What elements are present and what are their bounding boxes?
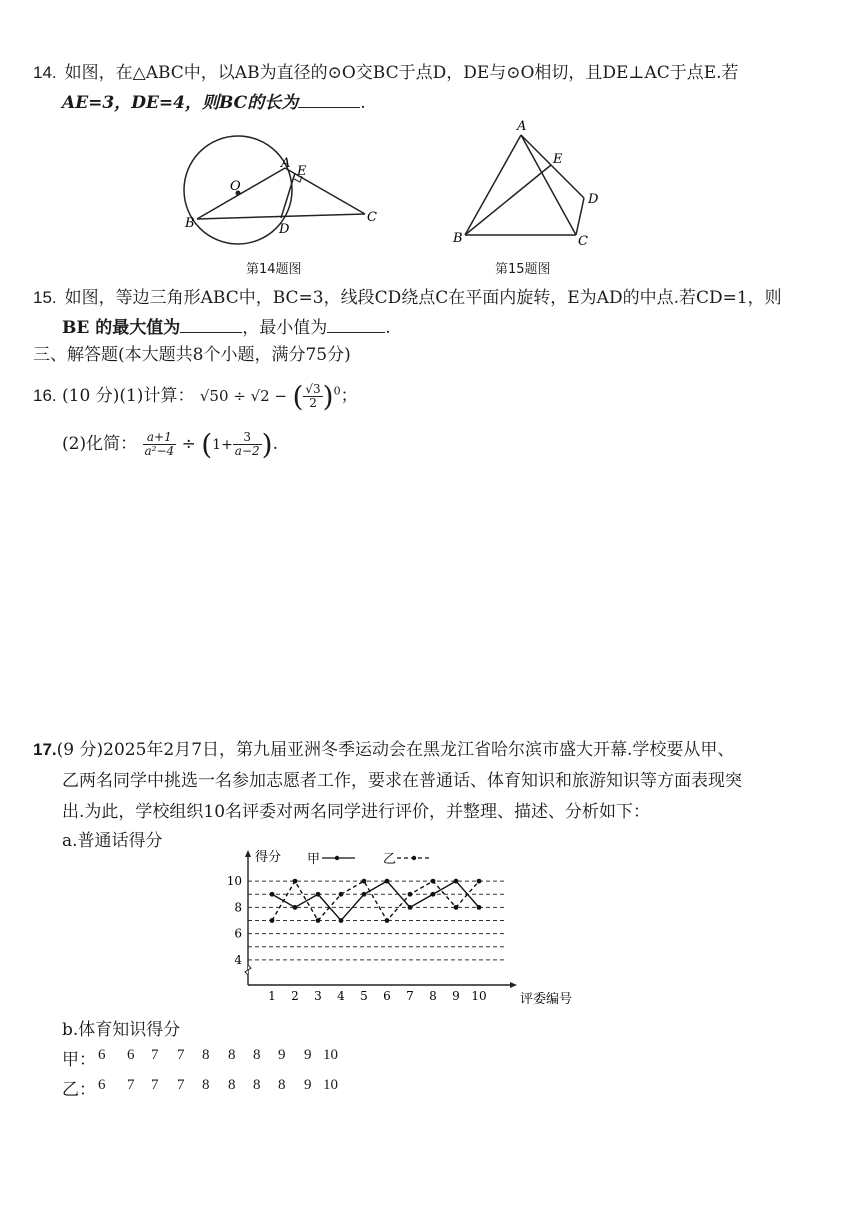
jia-score-8: 9 <box>278 1047 286 1063</box>
legend-label-jia: 甲 <box>307 852 321 867</box>
x-tick-label-9: 9 <box>452 989 460 1003</box>
legend-marker-yi <box>412 856 416 860</box>
x-axis-title: 评委编号 <box>520 992 573 1007</box>
yi-point-5 <box>362 879 367 884</box>
x-tick-label-4: 4 <box>337 989 345 1003</box>
jia-point-9 <box>454 879 459 884</box>
jia-score-5: 8 <box>202 1047 210 1063</box>
q14-label-o: O <box>230 179 241 194</box>
jia-point-2 <box>293 905 298 910</box>
x-tick-label-7: 7 <box>406 989 414 1003</box>
q15-min-blank[interactable] <box>327 318 385 333</box>
q14-answer-blank[interactable] <box>298 93 360 108</box>
x-axis-arrow <box>510 982 517 988</box>
legend-label-yi: 乙 <box>383 852 397 867</box>
q16-part1: 16. (10 分)(1)计算： √50 ÷ √2 − ( $\frac{√3}{2}$ )$^0$； <box>33 380 358 413</box>
q15-segment-cd <box>576 198 584 235</box>
q17-sub-b: b.体育知识得分 <box>62 1020 181 1040</box>
y-axis-break <box>245 965 251 975</box>
jia-point-3 <box>316 892 321 897</box>
q14-label-a: A <box>281 156 291 171</box>
q15-label-d: D <box>588 192 599 207</box>
jia-point-8 <box>431 892 436 897</box>
x-tick-label-1: 1 <box>268 989 276 1003</box>
y-axis-arrow <box>245 850 251 857</box>
jia-point-1 <box>270 892 275 897</box>
q17-yi-label: 乙： <box>62 1080 96 1100</box>
q15-label-c: C <box>578 234 588 249</box>
yi-point-4 <box>339 892 344 897</box>
q14-figure-caption: 第14题图 <box>246 262 302 277</box>
yi-point-1 <box>270 918 275 923</box>
q15-segment-be <box>465 165 551 235</box>
yi-point-2 <box>293 879 298 884</box>
q14-segment-ba <box>197 168 285 219</box>
jia-score-10: 10 <box>323 1047 338 1063</box>
q14-label-d: D <box>279 222 290 237</box>
mandarin-score-chart <box>225 848 573 1007</box>
x-tick-label-6: 6 <box>383 989 391 1003</box>
q14-line2: AE=3，DE=4，则BC的长为 . <box>62 93 366 113</box>
jia-score-2: 6 <box>127 1047 135 1063</box>
jia-score-4: 7 <box>177 1047 185 1063</box>
jia-point-4 <box>339 918 344 923</box>
yi-score-6: 8 <box>228 1077 236 1093</box>
jia-score-7: 8 <box>253 1047 261 1063</box>
q15-figure <box>448 115 608 250</box>
x-tick-label-3: 3 <box>314 989 322 1003</box>
yi-score-9: 9 <box>304 1077 312 1093</box>
yi-score-4: 7 <box>177 1077 185 1093</box>
y-tick-label-6: 6 <box>234 926 242 941</box>
q15-label-e: E <box>553 152 563 167</box>
q16-part2: (2)化简： $\frac{a+1}{\text{a²−4}}$ ÷ (1+ $\frac{3}{a-2}$ ). <box>62 428 278 461</box>
yi-point-6 <box>385 918 390 923</box>
jia-point-6 <box>385 879 390 884</box>
q15-max-blank[interactable] <box>180 318 242 333</box>
chart-ticks <box>227 850 572 1007</box>
yi-point-7 <box>408 892 413 897</box>
x-tick-label-10: 10 <box>471 989 487 1003</box>
yi-point-8 <box>431 879 436 884</box>
q14-figure <box>175 135 385 250</box>
section-3-heading: 三、解答题(本大题共8个小题，满分75分) <box>33 345 351 365</box>
q14-line1: 14. 如图，在△ABC中，以AB为直径的⊙O交BC于点D，DE与⊙O相切，且DE⊥AC于点E.若 <box>33 63 739 83</box>
jia-score-1: 6 <box>98 1047 106 1063</box>
jia-score-6: 8 <box>228 1047 236 1063</box>
q17-jia-label: 甲： <box>62 1050 96 1070</box>
yi-score-7: 8 <box>253 1077 261 1093</box>
yi-score-8: 8 <box>278 1077 286 1093</box>
yi-score-1: 6 <box>98 1077 106 1093</box>
yi-point-3 <box>316 918 321 923</box>
jia-score-3: 7 <box>151 1047 159 1063</box>
q15-line2: BE 的最大值为 ，最小值为 . <box>62 318 391 338</box>
jia-point-5 <box>362 892 367 897</box>
y-tick-label-8: 8 <box>234 900 242 915</box>
x-tick-label-8: 8 <box>429 989 437 1003</box>
yi-point-9 <box>454 905 459 910</box>
q15-label-a: A <box>517 119 527 134</box>
chart-series <box>270 879 482 923</box>
jia-score-9: 9 <box>304 1047 312 1063</box>
q14-label-e: E <box>297 164 307 179</box>
yi-score-2: 7 <box>127 1077 135 1093</box>
y-tick-label-4: 4 <box>234 952 242 967</box>
y-axis-title: 得分 <box>255 850 282 865</box>
q15-line1: 15. 如图，等边三角形ABC中，BC=3，线段CD绕点C在平面内旋转，E为AD的中点.若CD=1，则 <box>33 288 782 308</box>
yi-score-5: 8 <box>202 1077 210 1093</box>
q15-segment-ab <box>465 135 521 235</box>
x-tick-label-5: 5 <box>360 989 368 1003</box>
q17-line2: 乙两名同学中挑选一名参加志愿者工作，要求在普通话、体育知识和旅游知识等方面表现突 <box>62 771 742 791</box>
jia-point-10 <box>477 905 482 910</box>
q14-label-b: B <box>185 216 195 231</box>
q15-label-b: B <box>453 231 463 246</box>
q17-sub-a: a.普通话得分 <box>62 831 163 851</box>
y-tick-label-10: 10 <box>226 874 242 889</box>
yi-score-3: 7 <box>151 1077 159 1093</box>
q15-figure-caption: 第15题图 <box>495 262 551 277</box>
legend-marker-jia <box>335 856 339 860</box>
q15-segment-ac <box>521 135 576 235</box>
yi-score-10: 10 <box>323 1077 338 1093</box>
chart-legend <box>307 852 432 867</box>
q17-line1: 17.(9 分)2025年2月7日，第九届亚洲冬季运动会在黑龙江省哈尔滨市盛大开幕.学校要从甲、 <box>33 740 735 760</box>
q14-label-c: C <box>367 210 377 225</box>
chart-axes <box>245 850 517 988</box>
q17-line3: 出.为此，学校组织10名评委对两名同学进行评价，并整理、描述、分析如下： <box>62 802 651 822</box>
jia-point-7 <box>408 905 413 910</box>
x-tick-label-2: 2 <box>291 989 299 1003</box>
yi-point-10 <box>477 879 482 884</box>
